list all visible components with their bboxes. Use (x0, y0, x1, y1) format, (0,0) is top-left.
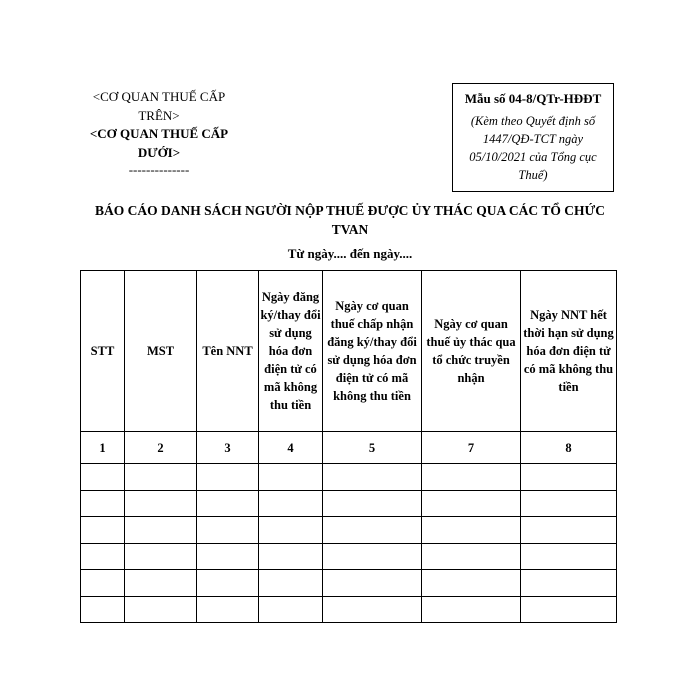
table-cell (422, 517, 521, 544)
table-cell (422, 570, 521, 597)
form-decision-note: (Kèm theo Quyết định số 1447/QĐ-TCT ngày 05/10/2021 của Tổng cục Thuế) (469, 114, 597, 182)
table-cell (125, 517, 197, 544)
col-header-expiry-date: Ngày NNT hết thời hạn sử dụng hóa đơn điện tử có mã không thu tiền (521, 271, 617, 432)
form-code-box (452, 83, 614, 192)
table-cell (125, 464, 197, 491)
table-cell (125, 490, 197, 517)
col-header-acceptance-date: Ngày cơ quan thuế chấp nhận đăng ký/thay đổi sử dụng hóa đơn điện tử có mã không thu tiền (323, 271, 422, 432)
table-cell (323, 464, 422, 491)
col-header-mst: MST (125, 271, 197, 432)
table-cell (521, 464, 617, 491)
superior-tax-agency: <CƠ QUAN THUẾ CẤP TRÊN> (92, 89, 226, 123)
table-cell (521, 517, 617, 544)
table-cell (197, 517, 259, 544)
table-cell (521, 543, 617, 570)
col-number: 1 (81, 432, 125, 464)
table-cell (521, 490, 617, 517)
table-cell (323, 517, 422, 544)
table-cell (259, 490, 323, 517)
table-cell (81, 596, 125, 623)
col-header-taxpayer-name: Tên NNT (197, 271, 259, 432)
form-code: Mẫu số 04-8/QTr-HĐĐT (464, 91, 602, 106)
column-number-row (81, 432, 617, 464)
col-header-stt: STT (81, 271, 125, 432)
agency-divider: -------------- (128, 162, 190, 177)
col-number: 2 (125, 432, 197, 464)
table-cell (197, 596, 259, 623)
table-cell (521, 596, 617, 623)
table-cell (323, 570, 422, 597)
table-cell (422, 596, 521, 623)
table-cell (197, 570, 259, 597)
table-cell (197, 464, 259, 491)
table-cell (521, 570, 617, 597)
report-date-range: Từ ngày.... đến ngày.... (287, 246, 413, 261)
table-row (81, 464, 617, 491)
table-cell (259, 543, 323, 570)
issuing-agency-block (80, 88, 238, 178)
table-cell (422, 543, 521, 570)
table-row (81, 570, 617, 597)
col-header-entrustment-date: Ngày cơ quan thuế ủy thác qua tổ chức truyền nhận (422, 271, 521, 432)
table-cell (125, 570, 197, 597)
table-row (81, 596, 617, 623)
table-cell (422, 490, 521, 517)
table-cell (259, 517, 323, 544)
table-cell (81, 464, 125, 491)
col-number: 4 (259, 432, 323, 464)
table-cell (259, 596, 323, 623)
col-number: 7 (422, 432, 521, 464)
col-number: 3 (197, 432, 259, 464)
table-cell (323, 543, 422, 570)
table-cell (125, 596, 197, 623)
report-title: BÁO CÁO DANH SÁCH NGƯỜI NỘP THUẾ ĐƯỢC ỦY THÁC QUA CÁC TỔ CHỨC TVAN (95, 203, 605, 237)
taxpayer-report-table (80, 270, 617, 623)
col-header-registration-date: Ngày đăng ký/thay đổi sử dụng hóa đơn điện tử có mã không thu tiền (259, 271, 323, 432)
table-cell (422, 464, 521, 491)
table-row (81, 543, 617, 570)
table-cell (125, 543, 197, 570)
table-cell (323, 596, 422, 623)
col-number: 5 (323, 432, 422, 464)
table-cell (197, 490, 259, 517)
table-cell (259, 570, 323, 597)
table-cell (81, 490, 125, 517)
table-cell (323, 490, 422, 517)
table-cell (81, 570, 125, 597)
table-row (81, 517, 617, 544)
table-cell (81, 517, 125, 544)
subordinate-tax-agency: <CƠ QUAN THUẾ CẤP DƯỚI> (89, 126, 229, 160)
table-row (81, 490, 617, 517)
col-number: 8 (521, 432, 617, 464)
table-cell (81, 543, 125, 570)
table-cell (259, 464, 323, 491)
table-header-row (81, 271, 617, 432)
table-cell (197, 543, 259, 570)
